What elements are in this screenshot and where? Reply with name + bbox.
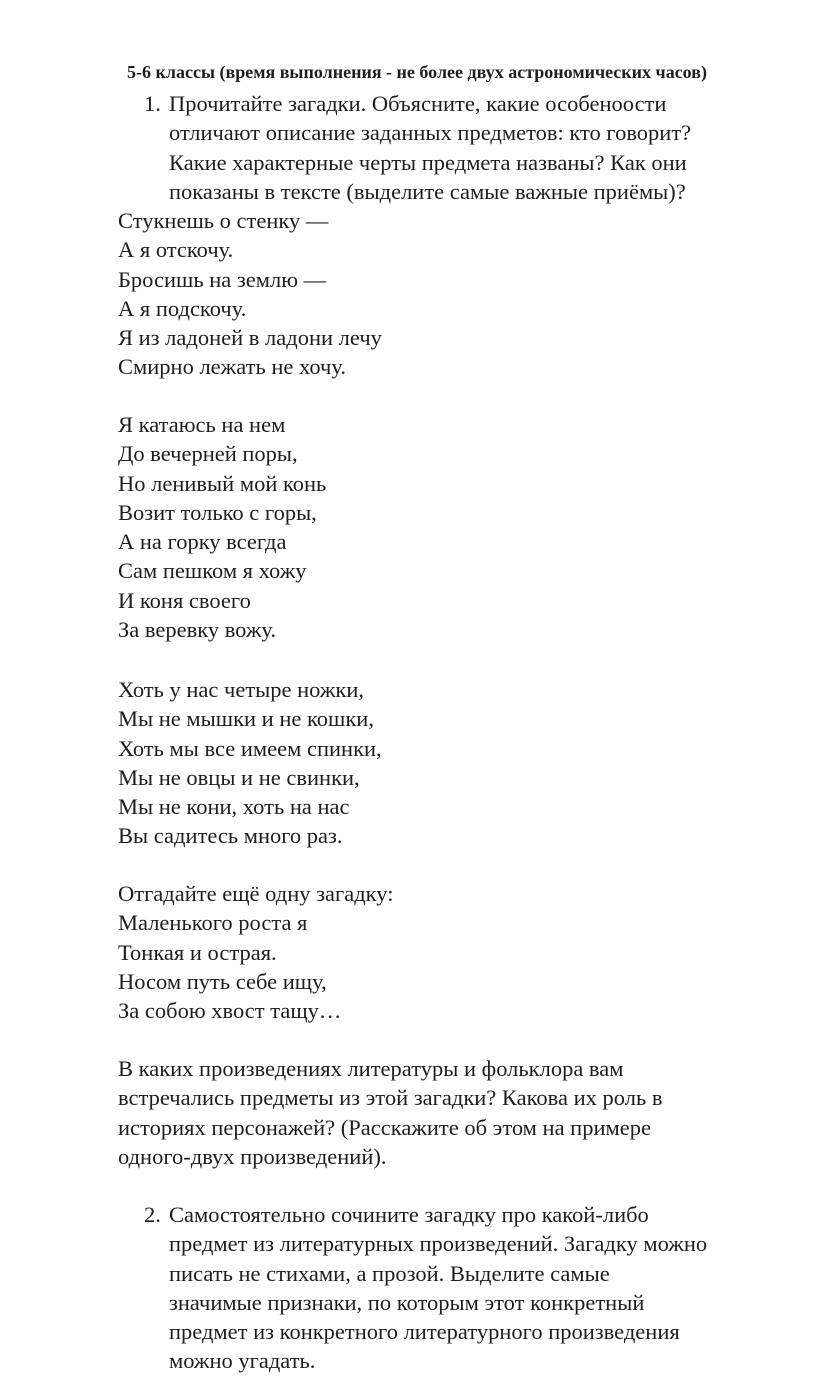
- riddle-line: Вы садитесь много раз.: [118, 823, 343, 849]
- riddle-chairs: [118, 675, 808, 851]
- riddle-line: А я подскочу.: [118, 295, 247, 321]
- task-2-text: [169, 1200, 794, 1376]
- riddle-ball: [118, 206, 808, 382]
- riddle-line: Мы не овцы и не свинки,: [118, 764, 360, 790]
- question-line: историях персонажей? (Расскажите об этом на примере: [118, 1114, 651, 1140]
- riddle-line: Маленького роста я: [118, 910, 308, 936]
- task-1-line: Прочитайте загадки. Объясните, какие особеноости: [169, 91, 667, 116]
- riddle-line: Хоть у нас четыре ножки,: [118, 677, 365, 702]
- task-1-line: Какие характерные черты предмета названы? Как они: [169, 149, 687, 175]
- riddle-line: А я отскочу.: [118, 237, 234, 263]
- question-line: одного-двух произведений).: [118, 1143, 387, 1169]
- task-1-line: отличают описание заданных предметов: кто говорит?: [169, 120, 692, 146]
- riddle-line: Бросишь на землю —: [118, 266, 327, 292]
- task-2-number: 2.: [144, 1202, 161, 1227]
- riddle-sled: [118, 410, 808, 644]
- riddle-line: Мы не мышки и не кошки,: [118, 706, 374, 732]
- task-2: [144, 1200, 794, 1376]
- riddle-line: Я из ладоней в ладони лечу: [118, 325, 382, 351]
- riddle-line: Тонкая и острая.: [118, 939, 277, 965]
- task-2-line: Самостоятельно сочините загадку про какой-либо: [169, 1202, 649, 1227]
- page-header: 5-6 классы (время выполнения - не более двух астрономических часов): [127, 62, 707, 82]
- riddle-needle: [118, 879, 808, 1025]
- task-1-number: 1.: [144, 91, 161, 116]
- task-2-line: значимые признаки, по которым этот конкретный: [169, 1289, 645, 1315]
- task-1-line: показаны в тексте (выделите самые важные приёмы)?: [169, 178, 686, 204]
- riddle-line: Смирно лежать не хочу.: [118, 354, 346, 380]
- task-1: [144, 89, 794, 206]
- riddle-line: А на горку всегда: [118, 529, 287, 555]
- riddle-line: Хоть мы все имеем спинки,: [118, 735, 382, 761]
- riddle-line: За собою хвост тащу…: [118, 998, 342, 1024]
- task-2-line: предмет из литературных произведений. Загадку можно: [169, 1231, 708, 1257]
- follow-up-question: [118, 1054, 808, 1171]
- riddle-line: Возит только с горы,: [118, 499, 317, 525]
- task-1-text: [169, 89, 794, 206]
- question-line: встречались предметы из этой загадки? Какова их роль в: [118, 1085, 663, 1111]
- riddle-line: И коня своего: [118, 587, 251, 613]
- riddle-line: Сам пешком я хожу: [118, 558, 307, 584]
- question-line: В каких произведениях литературы и фольклора вам: [118, 1056, 624, 1081]
- riddle-line: Стукнешь о стенку —: [118, 208, 329, 233]
- task-2-line: предмет из конкретного литературного произведения: [169, 1319, 680, 1345]
- riddle-line: Я катаюсь на нем: [118, 412, 286, 437]
- riddle-line: За веревку вожу.: [118, 617, 277, 643]
- riddle-line: Мы не кони, хоть на нас: [118, 794, 350, 820]
- task-2-line: можно угадать.: [169, 1348, 316, 1374]
- riddle-line: Носом путь себе ищу,: [118, 968, 327, 994]
- task-2-line: писать не стихами, а прозой. Выделите самые: [169, 1260, 610, 1286]
- riddle-line: Отгадайте ещё одну загадку:: [118, 881, 394, 906]
- riddle-line: Но ленивый мой конь: [118, 470, 327, 496]
- riddle-line: До вечерней поры,: [118, 441, 298, 467]
